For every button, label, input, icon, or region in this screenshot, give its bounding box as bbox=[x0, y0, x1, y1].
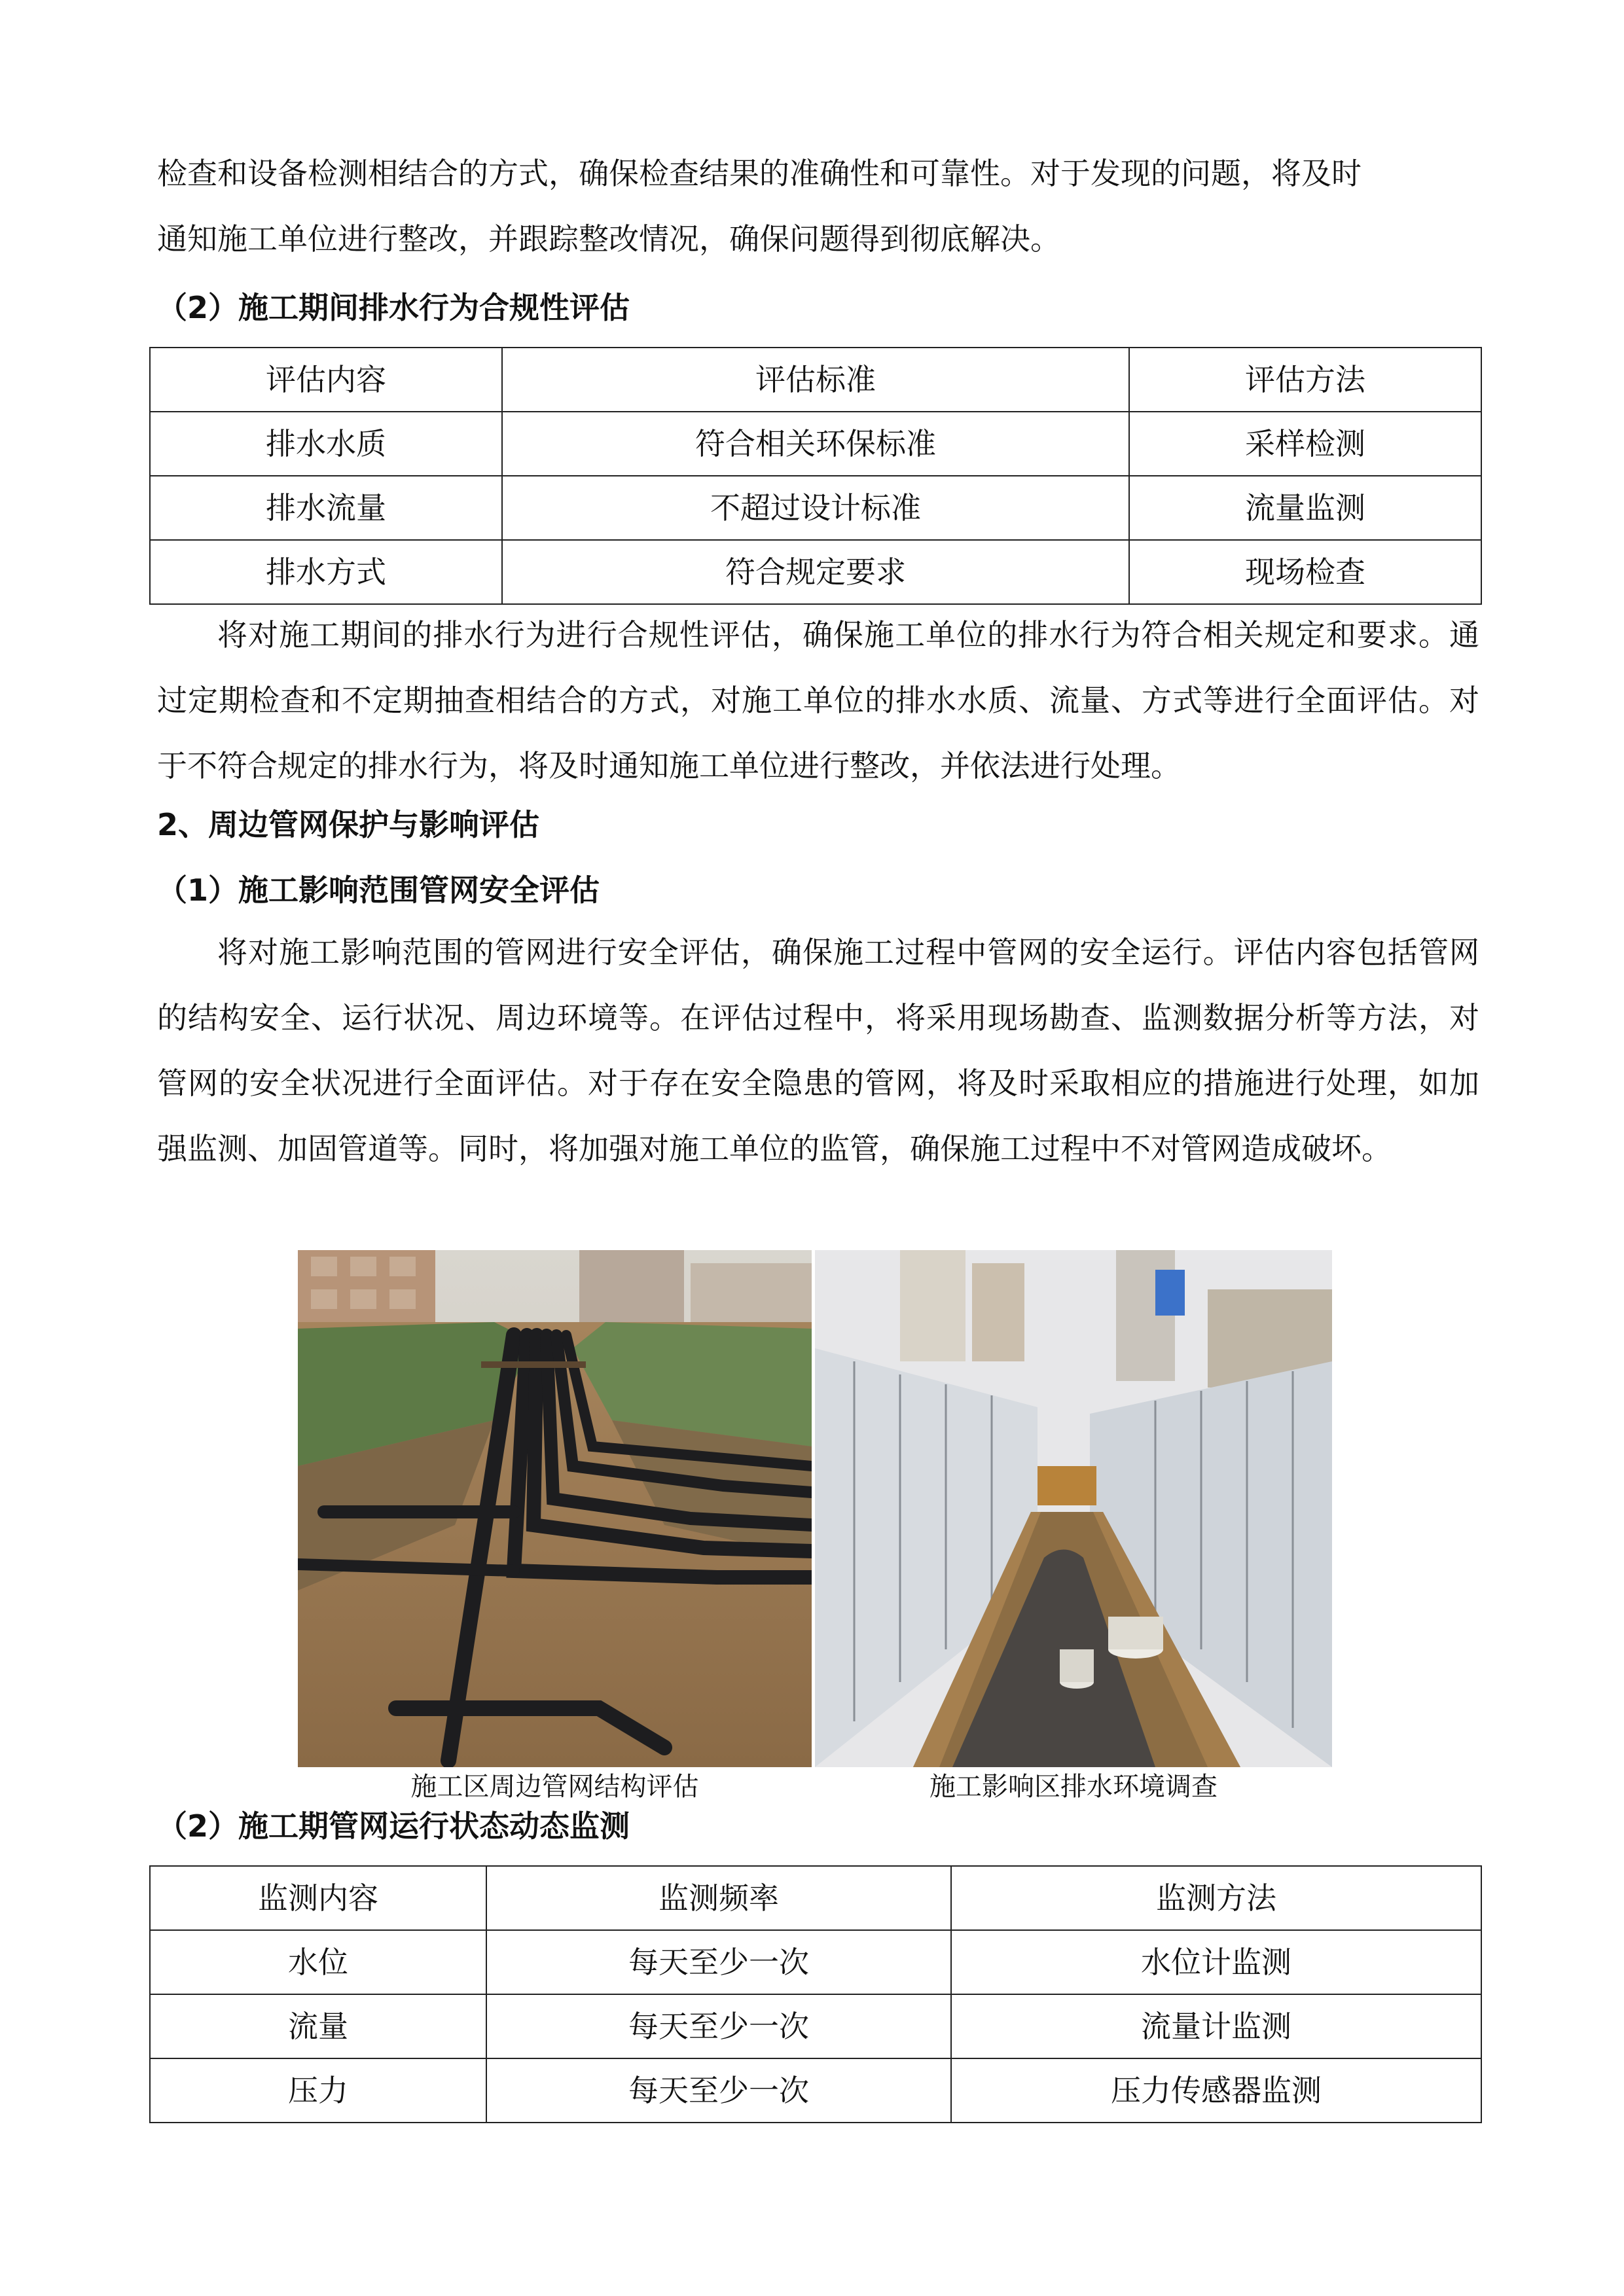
table-row bbox=[150, 540, 1481, 604]
intro-line-2: 通知施工单位进行整改，并跟踪整改情况，确保问题得到彻底解决。 bbox=[157, 221, 1060, 257]
pipe-network-caption: 施工区周边管网结构评估 bbox=[410, 1772, 699, 1802]
table-header-row bbox=[150, 1866, 1481, 1930]
table-cell: 排水流量 bbox=[150, 476, 502, 540]
table-row bbox=[150, 476, 1481, 540]
table-header-cell: 监测方法 bbox=[951, 1866, 1481, 1930]
table-row bbox=[150, 1994, 1481, 2058]
table-cell: 水位 bbox=[150, 1930, 486, 1994]
table-cell: 现场检查 bbox=[1129, 540, 1481, 604]
table-cell: 每天至少一次 bbox=[486, 1930, 951, 1994]
pipe-safety-heading: （1）施工影响范围管网安全评估 bbox=[157, 872, 600, 908]
pipe-monitoring-heading: （2）施工期管网运行状态动态监测 bbox=[157, 1808, 630, 1844]
intro-line-1: 检查和设备检测相结合的方式，确保检查结果的准确性和可靠性。对于发现的问题，将及时 bbox=[157, 156, 1362, 191]
table-header-cell: 监测频率 bbox=[486, 1866, 951, 1930]
table-header-row bbox=[150, 348, 1481, 412]
table-cell: 每天至少一次 bbox=[486, 2058, 951, 2123]
pipe-monitoring-table bbox=[149, 1865, 1482, 2123]
table-cell: 水位计监测 bbox=[951, 1930, 1481, 1994]
table-cell: 流量 bbox=[150, 1994, 486, 2058]
table-row bbox=[150, 2058, 1481, 2123]
table-cell: 不超过设计标准 bbox=[502, 476, 1129, 540]
table-row bbox=[150, 1930, 1481, 1994]
drainage-trench-caption: 施工影响区排水环境调查 bbox=[929, 1772, 1218, 1802]
table-cell: 压力传感器监测 bbox=[951, 2058, 1481, 2123]
drain-compliance-paragraph: 将对施工期间的排水行为进行合规性评估，确保施工单位的排水行为符合相关规定和要求。通过定期检查和不定期抽查相结合的方式，对施工单位的排水水质、流量、方式等进行全面评估。对于不符合规定的排水行为，将及时通知施工单位进行整改，并依法进行处理。 bbox=[157, 617, 1479, 783]
table-cell: 压力 bbox=[150, 2058, 486, 2123]
table-cell: 采样检测 bbox=[1129, 412, 1481, 476]
table-header-cell: 监测内容 bbox=[150, 1866, 486, 1930]
table-header-cell: 评估标准 bbox=[502, 348, 1129, 412]
table-cell: 符合规定要求 bbox=[502, 540, 1129, 604]
table-header-cell: 评估方法 bbox=[1129, 348, 1481, 412]
pipe-protection-heading: 2、周边管网保护与影响评估 bbox=[157, 807, 540, 842]
table-header-cell: 评估内容 bbox=[150, 348, 502, 412]
table-cell: 每天至少一次 bbox=[486, 1994, 951, 2058]
drain-compliance-heading: （2）施工期间排水行为合规性评估 bbox=[157, 290, 630, 325]
table-row bbox=[150, 412, 1481, 476]
pipe-safety-paragraph: 将对施工影响范围的管网进行安全评估，确保施工过程中管网的安全运行。评估内容包括管网的结构安全、运行状况、周边环境等。在评估过程中，将采用现场勘查、监测数据分析等方法，对管网的安全状况进行全面评估。对于存在安全隐患的管网，将及时采取相应的措施进行处理，如加强监测、加固管道等。同时，将加强对施工单位的监管，确保施工过程中不对管网造成破坏。 bbox=[157, 935, 1479, 1166]
table-cell: 流量计监测 bbox=[951, 1994, 1481, 2058]
table-cell: 符合相关环保标准 bbox=[502, 412, 1129, 476]
table-cell: 排水水质 bbox=[150, 412, 502, 476]
pipe-network-photo bbox=[298, 1250, 812, 1767]
drainage-trench-photo bbox=[815, 1250, 1332, 1767]
table-cell: 排水方式 bbox=[150, 540, 502, 604]
table-cell: 流量监测 bbox=[1129, 476, 1481, 540]
drain-compliance-table bbox=[149, 347, 1482, 605]
